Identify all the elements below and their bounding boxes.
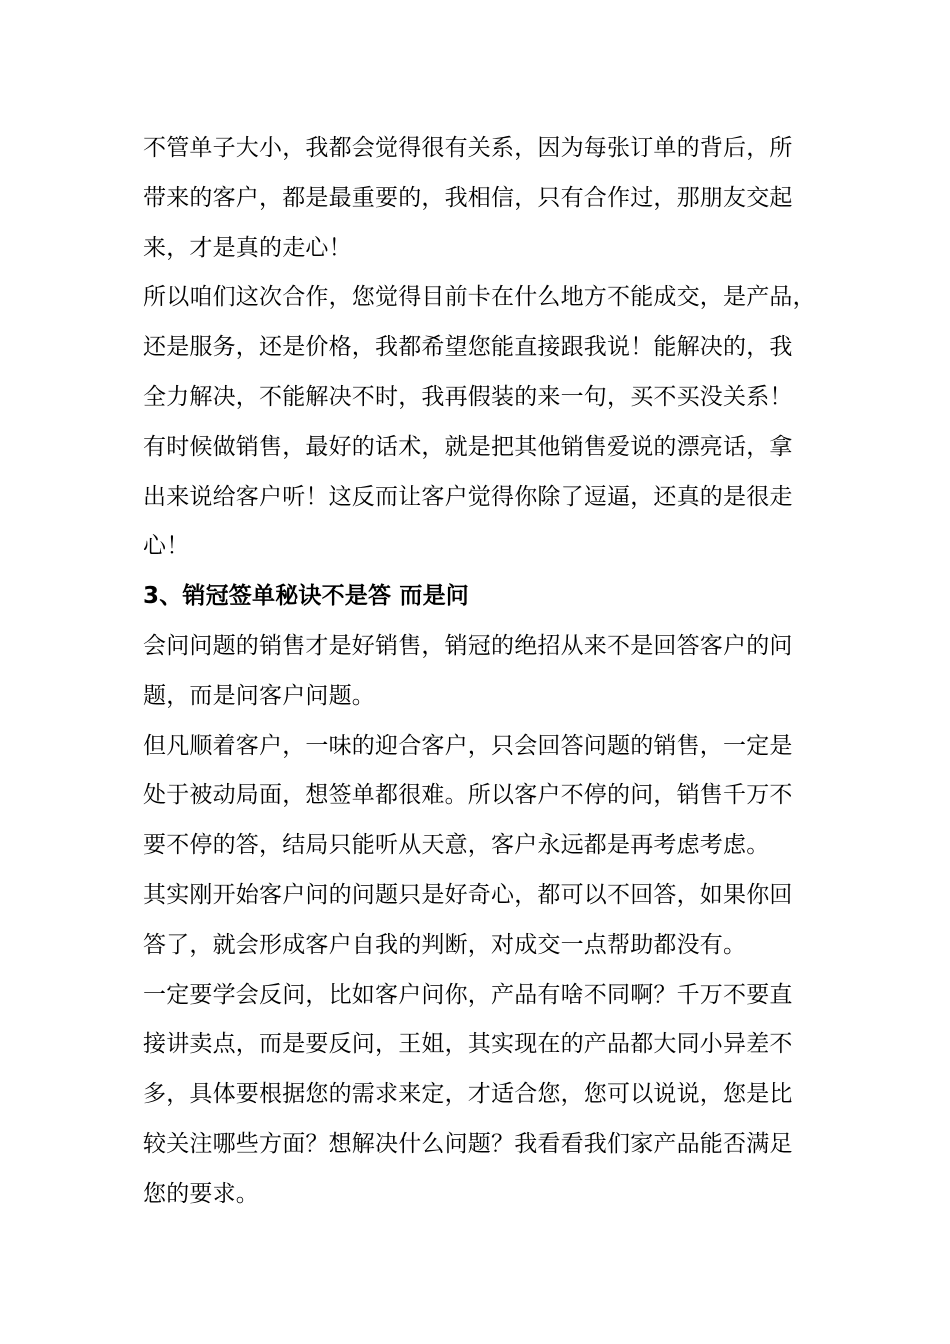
text-line: 要不停的答，结局只能听从天意，客户永远都是再考虑考虑。 — [143, 832, 770, 859]
document-body — [143, 124, 823, 1220]
text-line: 题，而是问客户问题。 — [143, 682, 375, 709]
text-line: 来，才是真的走心！ — [143, 234, 352, 261]
text-line: 所以咱们这次合作，您觉得目前卡在什么地方不能成交，是产品， — [143, 284, 816, 311]
text-line: 接讲卖点，而是要反问，王姐，其实现在的产品都大同小异差不 — [143, 1031, 793, 1058]
text-line: 较关注哪些方面？想解决什么问题？我看看我们家产品能否满足 — [143, 1130, 793, 1157]
text-line: 处于被动局面，想签单都很难。所以客户不停的问，销售千万不 — [143, 782, 793, 809]
text-line: 全力解决，不能解决不时，我再假装的来一句，买不买没关系！ — [143, 383, 793, 410]
text-line: 还是服务，还是价格，我都希望您能直接跟我说！能解决的，我 — [143, 334, 793, 361]
text-line: 有时候做销售，最好的话术，就是把其他销售爱说的漂亮话，拿 — [143, 433, 793, 460]
text-line: 一定要学会反问，比如客户问你，产品有啥不同啊？千万不要直 — [143, 981, 793, 1008]
text-line: 心！ — [143, 533, 190, 560]
text-line: 您的要求。 — [143, 1180, 259, 1207]
section-heading: 3、销冠签单秘诀不是答 而是问 — [143, 583, 470, 610]
text-line: 带来的客户，都是最重要的，我相信，只有合作过，那朋友交起 — [143, 184, 793, 211]
text-line: 答了，就会形成客户自我的判断，对成交一点帮助都没有。 — [143, 931, 747, 958]
text-line: 出来说给客户听！这反而让客户觉得你除了逗逼，还真的是很走 — [143, 483, 793, 510]
text-line: 不管单子大小，我都会觉得很有关系，因为每张订单的背后，所 — [143, 135, 793, 161]
text-line: 但凡顺着客户，一味的迎合客户，只会回答问题的销售，一定是 — [143, 732, 793, 759]
text-line: 会问问题的销售才是好销售，销冠的绝招从来不是回答客户的问 — [143, 632, 793, 659]
text-line: 多，具体要根据您的需求来定，才适合您，您可以说说，您是比 — [143, 1081, 793, 1108]
text-line: 其实刚开始客户问的问题只是好奇心，都可以不回答，如果你回 — [143, 881, 793, 908]
